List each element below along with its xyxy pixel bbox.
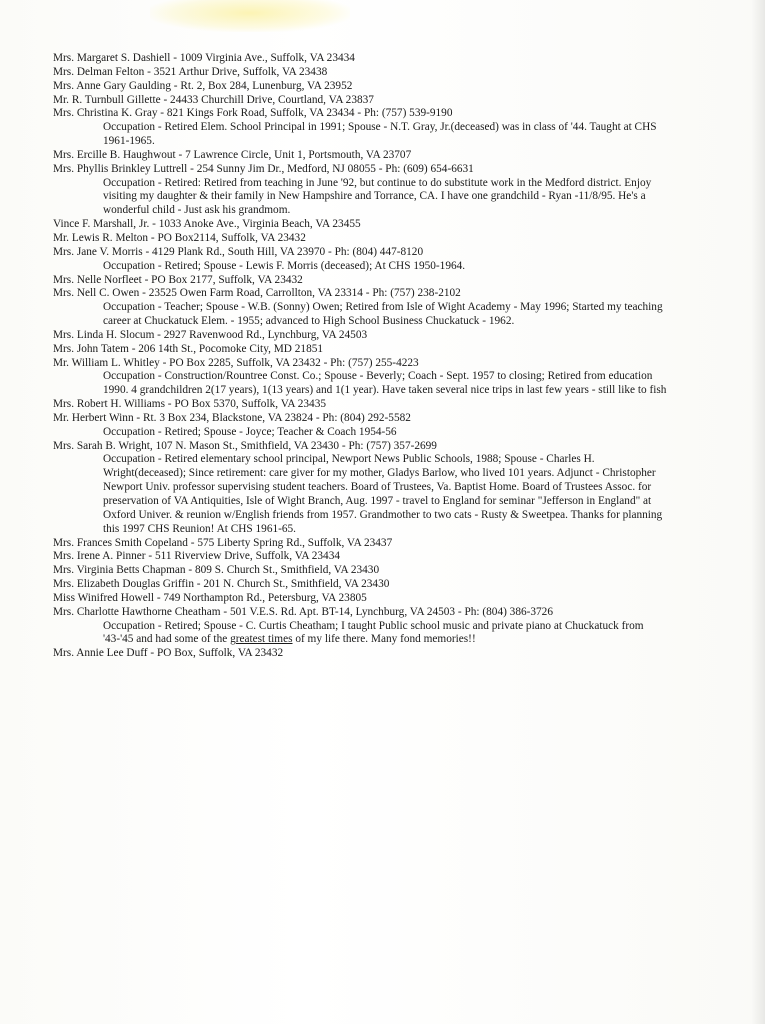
entry-address: Mrs. John Tatem - 206 14th St., Pocomoke City, MD 21851 [53,342,324,355]
entry-address: Mrs. Anne Gary Gaulding - Rt. 2, Box 284, Lunenburg, VA 23952 [53,79,353,92]
entry-detail-line: 1990. 4 grandchildren 2(17 years), 1(13 years) and 1(1 year). Have taken several nice trips in last few years - still like to fish [103,384,667,397]
list-item [53,537,765,551]
list-item [53,329,765,343]
entry-detail-line: Oxford Univer. & reunion w/English friends from 1957. Grandmother to two cats - Rusty & Sweetpea. Thanks for planning [103,508,663,521]
entry-address: Mrs. Charlotte Hawthorne Cheatham - 501 V.E.S. Rd. Apt. BT-14, Lynchburg, VA 24503 - Ph: (804) 386-3726 [53,605,553,618]
list-item [53,440,765,537]
entry-address: Mrs. Christina K. Gray - 821 Kings Fork Road, Suffolk, VA 23434 - Ph: (757) 539-9190 [53,107,453,120]
list-item [53,94,765,108]
entry-address: Mr. R. Turnbull Gillette - 24433 Churchill Drive, Courtland, VA 23837 [53,93,374,106]
entry-detail-line: Occupation - Retired Elem. School Principal in 1991; Spouse - N.T. Gray, Jr.(deceased) was in class of '44. Taught at CHS [103,121,657,134]
list-item [53,218,765,232]
list-item [53,52,765,66]
list-item [53,550,765,564]
entry-address: Mr. Lewis R. Melton - PO Box2114, Suffolk, VA 23432 [53,231,306,244]
detail-text-before: '43-'45 and had some of the [103,633,231,646]
entry-address: Mrs. Jane V. Morris - 4129 Plank Rd., South Hill, VA 23970 - Ph: (804) 447-8120 [53,245,424,258]
address-list [53,52,765,752]
list-item [53,287,765,329]
list-item [53,66,765,80]
entry-address: Mrs. Frances Smith Copeland - 575 Liberty Spring Rd., Suffolk, VA 23437 [53,536,393,549]
entry-address: Mrs. Ercille B. Haughwout - 7 Lawrence Circle, Unit 1, Portsmouth, VA 23707 [53,148,412,161]
list-item [53,149,765,163]
detail-text-underlined: greatest times [230,633,293,646]
entry-detail-line: Occupation - Retired: Retired from teaching in June '92, but continue to do substitute work in the Medford district. Enjoy [103,176,652,189]
entry-address: Mrs. Margaret S. Dashiell - 1009 Virginia Ave., Suffolk, VA 23434 [53,52,355,64]
entry-detail-line: this 1997 CHS Reunion! At CHS 1961-65. [103,522,297,535]
list-item [53,398,765,412]
entry-detail-line: wonderful child - Just ask his grandmom. [103,204,291,217]
entry-detail-line: Occupation - Retired elementary school principal, Newport News Public Schools, 1988; Spouse - Charles H. [103,453,595,466]
entry-address: Mrs. Annie Lee Duff - PO Box, Suffolk, VA 23432 [53,647,284,660]
entry-detail-line: Occupation - Retired; Spouse - Lewis F. Morris (deceased); At CHS 1950-1964. [103,259,466,272]
list-item [53,274,765,288]
entry-address: Mrs. Robert H. Williams - PO Box 5370, Suffolk, VA 23435 [53,398,326,411]
list-item [53,343,765,357]
entry-detail-line: Occupation - Retired; Spouse - C. Curtis Cheatham; I taught Public school music and private piano at Chuckatuck from [103,619,644,632]
entry-detail-line: Occupation - Teacher; Spouse - W.B. (Sonny) Owen; Retired from Isle of Wight Academy - May 1996; Started my teaching [103,301,663,314]
list-item [53,412,765,440]
list-item [53,163,765,218]
list-item [53,647,765,661]
entry-detail-line: Occupation - Retired; Spouse - Joyce; Teacher & Coach 1954-56 [103,425,397,438]
list-item [53,80,765,94]
paper-stain [150,0,350,32]
entry-detail-line: 1961-1965. [103,135,155,148]
list-item [53,246,765,274]
entry-address: Mrs. Irene A. Pinner - 511 Riverview Drive, Suffolk, VA 23434 [53,550,340,563]
entry-address: Mrs. Nell C. Owen - 23525 Owen Farm Road, Carrollton, VA 23314 - Ph: (757) 238-2102 [53,287,461,300]
entry-address: Mr. Herbert Winn - Rt. 3 Box 234, Blackstone, VA 23824 - Ph: (804) 292-5582 [53,411,411,424]
entry-address: Mr. William L. Whitley - PO Box 2285, Suffolk, VA 23432 - Ph: (757) 255-4223 [53,356,419,369]
entry-address: Mrs. Virginia Betts Chapman - 809 S. Church St., Smithfield, VA 23430 [53,564,380,577]
entry-detail-line: preservation of VA Antiquities, Isle of Wight Branch, Aug. 1997 - travel to England for seminar "Jefferson in England" at [103,495,652,507]
entry-address: Miss Winifred Howell - 749 Northampton Rd., Petersburg, VA 23805 [53,591,367,604]
detail-text-after: of my life there. Many fond memories!! [292,633,476,646]
entry-address: Mrs. Linda H. Slocum - 2927 Ravenwood Rd., Lynchburg, VA 24503 [53,328,368,341]
list-item [53,564,765,578]
list-item [53,232,765,246]
list-item [53,357,765,399]
entry-address: Mrs. Elizabeth Douglas Griffin - 201 N. Church St., Smithfield, VA 23430 [53,578,390,591]
entry-address: Mrs. Nelle Norfleet - PO Box 2177, Suffolk, VA 23432 [53,273,303,286]
entry-address: Mrs. Delman Felton - 3521 Arthur Drive, Suffolk, VA 23438 [53,65,328,78]
entry-detail-line: Wright(deceased); Since retirement: care giver for my mother, Gladys Barlow, who lived 101 years. Adjunct - Christopher [103,467,656,480]
entry-detail-line: Occupation - Construction/Rountree Const. Co.; Spouse - Beverly; Coach - Sept. 1957 to closing; Retired from education [103,370,653,383]
list-item [53,592,765,606]
entry-detail-line: career at Chuckatuck Elem. - 1955; advanced to High School Business Chuckatuck - 1962. [103,315,515,328]
entry-address: Mrs. Sarah B. Wright, 107 N. Mason St., Smithfield, VA 23430 - Ph: (757) 357-2699 [53,439,437,452]
list-item [53,107,765,149]
entry-detail-line: Newport Univ. professor supervising student teachers. Board of Trustees, Va. Baptist Home. Board of Trustees Assoc. for [103,481,652,494]
entry-detail-line [53,633,765,647]
entry-detail-line: visiting my daughter & their family in New Hampshire and Torrance, CA. I have one grandchild - Ryan -11/8/95. He's a [103,190,646,203]
list-item [53,606,765,648]
entry-address: Mrs. Phyllis Brinkley Luttrell - 254 Sunny Jim Dr., Medford, NJ 08055 - Ph: (609) 654-6631 [53,162,474,175]
entry-address: Vince F. Marshall, Jr. - 1033 Anoke Ave., Virginia Beach, VA 23455 [53,218,361,231]
list-item [53,578,765,592]
